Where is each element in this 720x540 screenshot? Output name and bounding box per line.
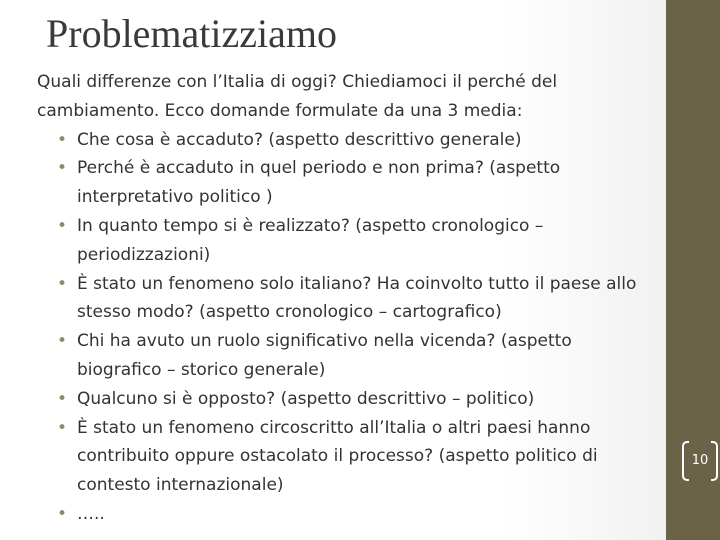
bullet-item: • È stato un fenomeno solo italiano? Ha coinvolto tutto il paese allo stesso modo? (aspetto cronologico – cartografico) bbox=[37, 270, 647, 328]
page-number-badge bbox=[682, 441, 720, 479]
bullet-item: • Che cosa è accaduto? (aspetto descrittivo generale) bbox=[37, 126, 647, 155]
bullet-item: • È stato un fenomeno circoscritto all’Italia o altri paesi hanno contribuito oppure ostacolato il processo? (aspetto politico di contesto internazionale) bbox=[37, 414, 647, 500]
bullet-item: • Chi ha avuto un ruolo significativo nella vicenda? (aspetto biografico – storico generale) bbox=[37, 327, 647, 385]
page-number: 10 bbox=[691, 452, 709, 468]
bullet-item: • ….. bbox=[37, 500, 647, 529]
bullet-list bbox=[37, 126, 647, 529]
slide-title: Problematizziamo bbox=[46, 11, 338, 56]
intro-text: Quali differenze con l’Italia di oggi? Chiediamoci il perché del cambiamento. Ecco domande formulate da una 3 media: bbox=[37, 72, 558, 121]
bullet-item: • Qualcuno si è opposto? (aspetto descrittivo – politico) bbox=[37, 385, 647, 414]
bullet-item: • Perché è accaduto in quel periodo e non prima? (aspetto interpretativo politico ) bbox=[37, 154, 647, 212]
bullet-item: • In quanto tempo si è realizzato? (aspetto cronologico – periodizzazioni) bbox=[37, 212, 647, 270]
slide-body bbox=[37, 68, 647, 529]
